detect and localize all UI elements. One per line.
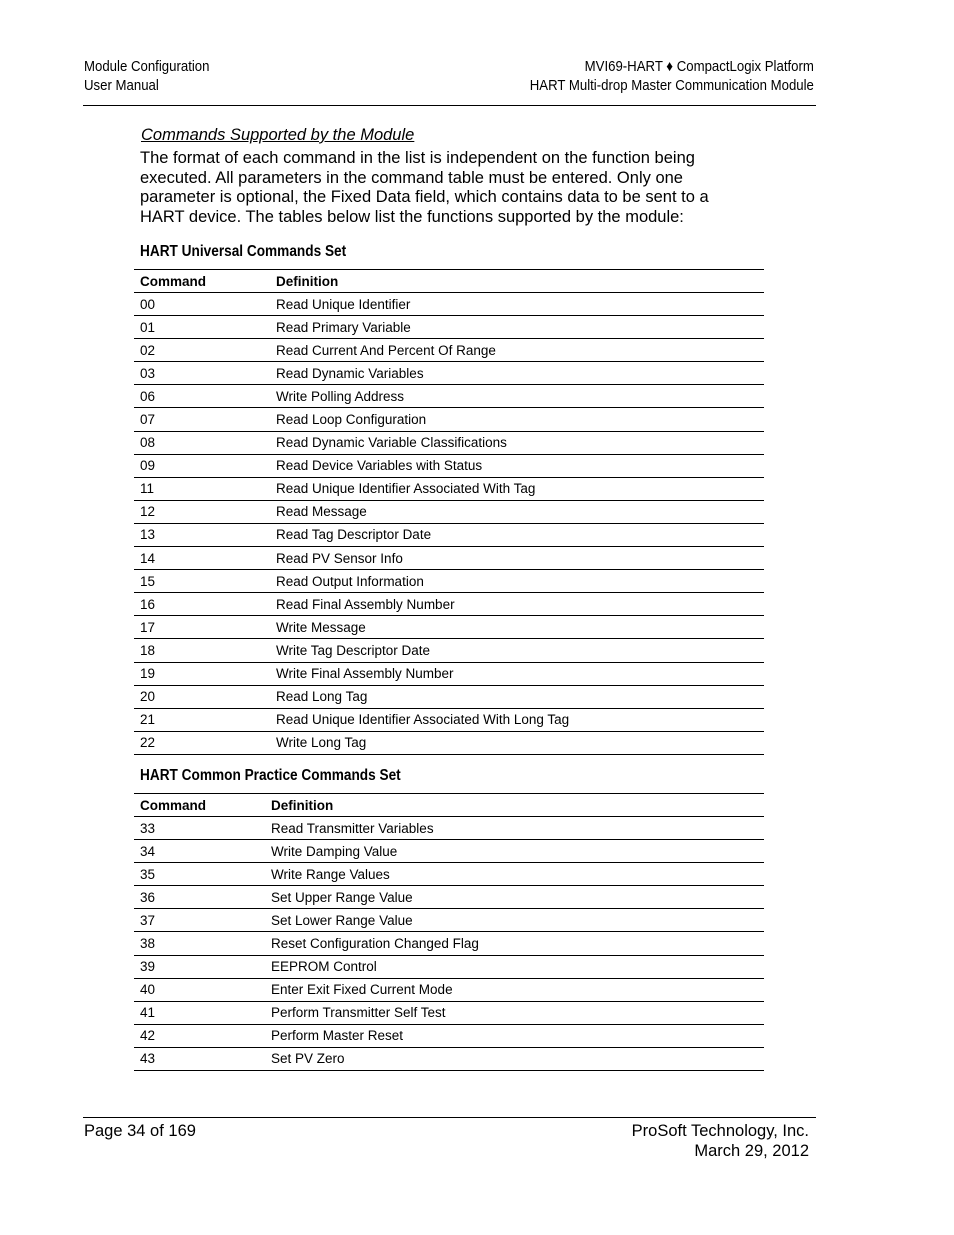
header-product-name: MVI69-HART ♦ CompactLogix Platform	[584, 58, 814, 75]
intro-paragraph	[140, 149, 760, 227]
command-definition-cell: Reset Configuration Changed Flag	[265, 932, 764, 955]
command-code-cell: 01	[134, 316, 270, 339]
command-code-cell: 22	[134, 731, 270, 754]
table-row	[134, 840, 764, 863]
common-table-caption: HART Common Practice Commands Set	[140, 767, 401, 784]
header-section-name: Module Configuration	[84, 58, 210, 75]
table-row	[134, 909, 764, 932]
command-code-cell: 21	[134, 708, 270, 731]
publication-date: March 29, 2012	[694, 1142, 809, 1160]
table-row	[134, 932, 764, 955]
table-row	[134, 708, 764, 731]
company-name: ProSoft Technology, Inc.	[631, 1122, 809, 1140]
table-row	[134, 731, 764, 754]
command-code-cell: 07	[134, 408, 270, 431]
page-number: Page 34 of 169	[84, 1122, 196, 1140]
table-header-row	[134, 794, 764, 817]
command-definition-cell: Read Unique Identifier Associated With Long Tag	[270, 708, 764, 731]
command-definition-cell: Write Message	[270, 616, 764, 639]
column-header-command: Command	[134, 794, 265, 817]
universal-table-body	[134, 293, 764, 755]
table-row	[134, 639, 764, 662]
command-definition-cell: Write Tag Descriptor Date	[270, 639, 764, 662]
command-definition-cell: Read Final Assembly Number	[270, 593, 764, 616]
command-definition-cell: Read Long Tag	[270, 685, 764, 708]
header-manual-name: User Manual	[84, 77, 159, 94]
command-definition-cell: Read Tag Descriptor Date	[270, 523, 764, 546]
command-definition-cell: Perform Transmitter Self Test	[265, 1001, 764, 1024]
table-row	[134, 593, 764, 616]
command-definition-cell: Write Polling Address	[270, 385, 764, 408]
command-code-cell: 02	[134, 339, 270, 362]
table-row	[134, 454, 764, 477]
footer-divider	[83, 1117, 816, 1118]
command-definition-cell: Read Unique Identifier Associated With Tag	[270, 477, 764, 500]
command-definition-cell: Read PV Sensor Info	[270, 547, 764, 570]
intro-line: executed. All parameters in the command table must be entered. Only one	[140, 168, 683, 187]
command-definition-cell: Read Device Variables with Status	[270, 454, 764, 477]
command-code-cell: 42	[134, 1024, 265, 1047]
command-code-cell: 13	[134, 523, 270, 546]
table-row	[134, 1047, 764, 1070]
universal-table-caption: HART Universal Commands Set	[140, 243, 347, 260]
command-code-cell: 38	[134, 932, 265, 955]
command-definition-cell: Read Unique Identifier	[270, 293, 764, 316]
command-definition-cell: Write Damping Value	[265, 840, 764, 863]
command-definition-cell: Perform Master Reset	[265, 1024, 764, 1047]
command-code-cell: 35	[134, 863, 265, 886]
command-code-cell: 40	[134, 978, 265, 1001]
table-row	[134, 500, 764, 523]
common-table-body	[134, 817, 764, 1071]
command-definition-cell: Enter Exit Fixed Current Mode	[265, 978, 764, 1001]
command-definition-cell: Read Dynamic Variable Classifications	[270, 431, 764, 454]
command-definition-cell: Write Long Tag	[270, 731, 764, 754]
table-row	[134, 293, 764, 316]
table-row	[134, 863, 764, 886]
command-definition-cell: Write Final Assembly Number	[270, 662, 764, 685]
table-row	[134, 685, 764, 708]
command-code-cell: 41	[134, 1001, 265, 1024]
command-definition-cell: Set PV Zero	[265, 1047, 764, 1070]
command-code-cell: 33	[134, 817, 265, 840]
table-row	[134, 1024, 764, 1047]
table-row	[134, 616, 764, 639]
command-code-cell: 12	[134, 500, 270, 523]
command-code-cell: 36	[134, 886, 265, 909]
universal-commands-table	[134, 269, 764, 755]
command-definition-cell: Read Current And Percent Of Range	[270, 339, 764, 362]
command-code-cell: 18	[134, 639, 270, 662]
command-definition-cell: Read Message	[270, 500, 764, 523]
command-code-cell: 15	[134, 570, 270, 593]
command-definition-cell: Read Loop Configuration	[270, 408, 764, 431]
command-code-cell: 03	[134, 362, 270, 385]
table-row	[134, 1001, 764, 1024]
command-code-cell: 06	[134, 385, 270, 408]
table-row	[134, 817, 764, 840]
intro-line: The format of each command in the list is independent on the function being	[140, 149, 695, 167]
command-code-cell: 17	[134, 616, 270, 639]
command-code-cell: 14	[134, 547, 270, 570]
common-practice-commands-table	[134, 793, 764, 1071]
command-definition-cell: Set Lower Range Value	[265, 909, 764, 932]
table-row	[134, 362, 764, 385]
command-code-cell: 19	[134, 662, 270, 685]
table-header-row	[134, 270, 764, 293]
command-definition-cell: Read Transmitter Variables	[265, 817, 764, 840]
table-row	[134, 431, 764, 454]
footer-right	[632, 1121, 809, 1161]
command-definition-cell: Write Range Values	[265, 863, 764, 886]
command-code-cell: 09	[134, 454, 270, 477]
command-definition-cell: Read Dynamic Variables	[270, 362, 764, 385]
header-right	[530, 57, 814, 95]
intro-line: HART device. The tables below list the functions supported by the module:	[140, 207, 684, 226]
table-row	[134, 570, 764, 593]
table-row	[134, 886, 764, 909]
command-code-cell: 34	[134, 840, 265, 863]
table-row	[134, 978, 764, 1001]
command-code-cell: 16	[134, 593, 270, 616]
command-code-cell: 37	[134, 909, 265, 932]
column-header-command: Command	[134, 270, 270, 293]
header-divider	[83, 105, 816, 106]
intro-line: parameter is optional, the Fixed Data field, which contains data to be sent to a	[140, 188, 709, 207]
command-code-cell: 08	[134, 431, 270, 454]
section-title: Commands Supported by the Module	[141, 126, 415, 144]
command-definition-cell: Set Upper Range Value	[265, 886, 764, 909]
table-row	[134, 339, 764, 362]
column-header-definition: Definition	[270, 270, 764, 293]
command-code-cell: 39	[134, 955, 265, 978]
header-product-description: HART Multi-drop Master Communication Module	[529, 77, 814, 94]
table-row	[134, 523, 764, 546]
command-code-cell: 11	[134, 477, 270, 500]
command-definition-cell: Read Output Information	[270, 570, 764, 593]
table-row	[134, 955, 764, 978]
table-row	[134, 547, 764, 570]
command-code-cell: 43	[134, 1047, 265, 1070]
column-header-definition: Definition	[265, 794, 764, 817]
command-definition-cell: EEPROM Control	[265, 955, 764, 978]
command-code-cell: 00	[134, 293, 270, 316]
table-row	[134, 316, 764, 339]
table-row	[134, 385, 764, 408]
command-definition-cell: Read Primary Variable	[270, 316, 764, 339]
table-row	[134, 477, 764, 500]
table-row	[134, 662, 764, 685]
command-code-cell: 20	[134, 685, 270, 708]
table-row	[134, 408, 764, 431]
header-left	[84, 57, 209, 95]
